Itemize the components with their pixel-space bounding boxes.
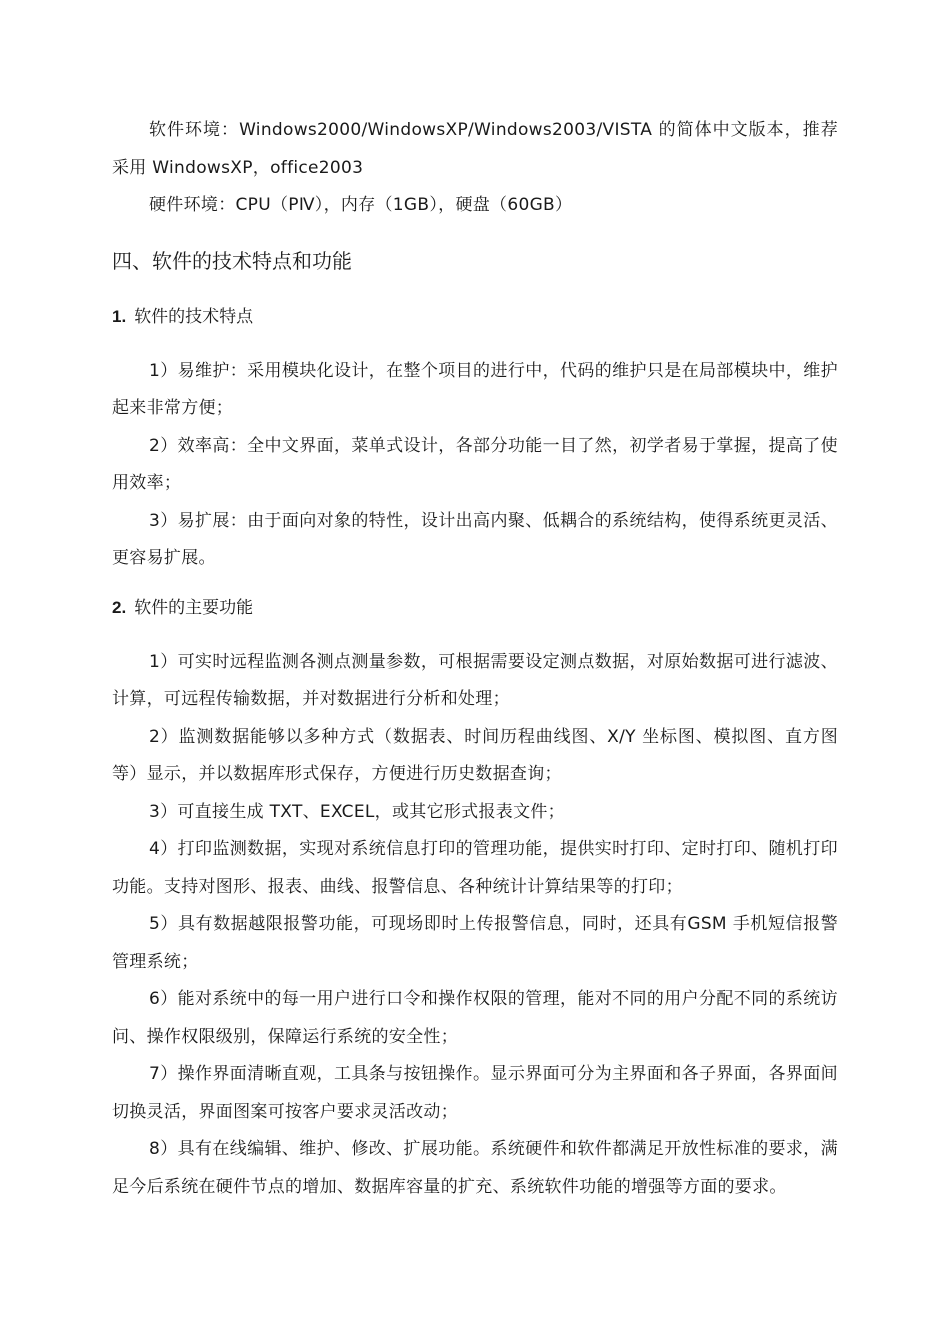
function-item: 7）操作界面清晰直观，工具条与按钮操作。显示界面可分为主界面和各子界面，各界面间切换灵活，界面图案可按客户要求灵活改动； bbox=[112, 1064, 838, 1122]
software-environment: 软件环境：Windows2000/WindowsXP/Windows2003/VISTA 的简体中文版本，推荐采用 WindowsXP，office2003 bbox=[112, 120, 838, 178]
function-item: 2）监测数据能够以多种方式（数据表、时间历程曲线图、X/Y 坐标图、模拟图、直方图等）显示，并以数据库形式保存，方便进行历史数据查询； bbox=[112, 726, 838, 784]
section-title: 四、软件的技术特点和功能 bbox=[112, 248, 352, 273]
features-title: 软件的技术特点 bbox=[134, 306, 254, 327]
feature-item: 1）易维护：采用模块化设计，在整个项目的进行中，代码的维护只是在局部模块中，维护起来非常方便； bbox=[112, 360, 838, 418]
feature-item: 3）易扩展：由于面向对象的特性，设计出高内聚、低耦合的系统结构，使得系统更灵活、更容易扩展。 bbox=[112, 510, 838, 568]
function-item: 8）具有在线编辑、维护、修改、扩展功能。系统硬件和软件都满足开放性标准的要求，满足今后系统在硬件节点的增加、数据库容量的扩充、系统软件功能的增强等方面的要求。 bbox=[112, 1139, 838, 1197]
function-item: 6）能对系统中的每一用户进行口令和操作权限的管理，能对不同的用户分配不同的系统访问、操作权限级别，保障运行系统的安全性； bbox=[112, 989, 838, 1047]
document-page bbox=[112, 112, 838, 1206]
function-item: 3）可直接生成 TXT、EXCEL，或其它形式报表文件； bbox=[149, 801, 565, 822]
functions-title: 软件的主要功能 bbox=[134, 597, 254, 618]
functions-heading bbox=[112, 594, 838, 622]
feature-item: 2）效率高：全中文界面，菜单式设计，各部分功能一目了然，初学者易于掌握，提高了使用效率； bbox=[112, 435, 838, 493]
hardware-environment: 硬件环境：CPU（PⅣ），内存（1GB），硬盘（60GB） bbox=[149, 195, 573, 215]
features-number: 1. bbox=[112, 306, 127, 326]
functions-number: 2. bbox=[112, 597, 127, 617]
function-item: 5）具有数据越限报警功能，可现场即时上传报警信息，同时，还具有GSM 手机短信报警管理系统； bbox=[112, 914, 838, 972]
features-heading bbox=[112, 303, 838, 331]
function-item: 4）打印监测数据，实现对系统信息打印的管理功能，提供实时打印、定时打印、随机打印功能。支持对图形、报表、曲线、报警信息、各种统计计算结果等的打印； bbox=[112, 839, 838, 897]
function-item: 1）可实时远程监测各测点测量参数，可根据需要设定测点数据，对原始数据可进行滤波、计算，可远程传输数据，并对数据进行分析和处理； bbox=[112, 651, 838, 709]
